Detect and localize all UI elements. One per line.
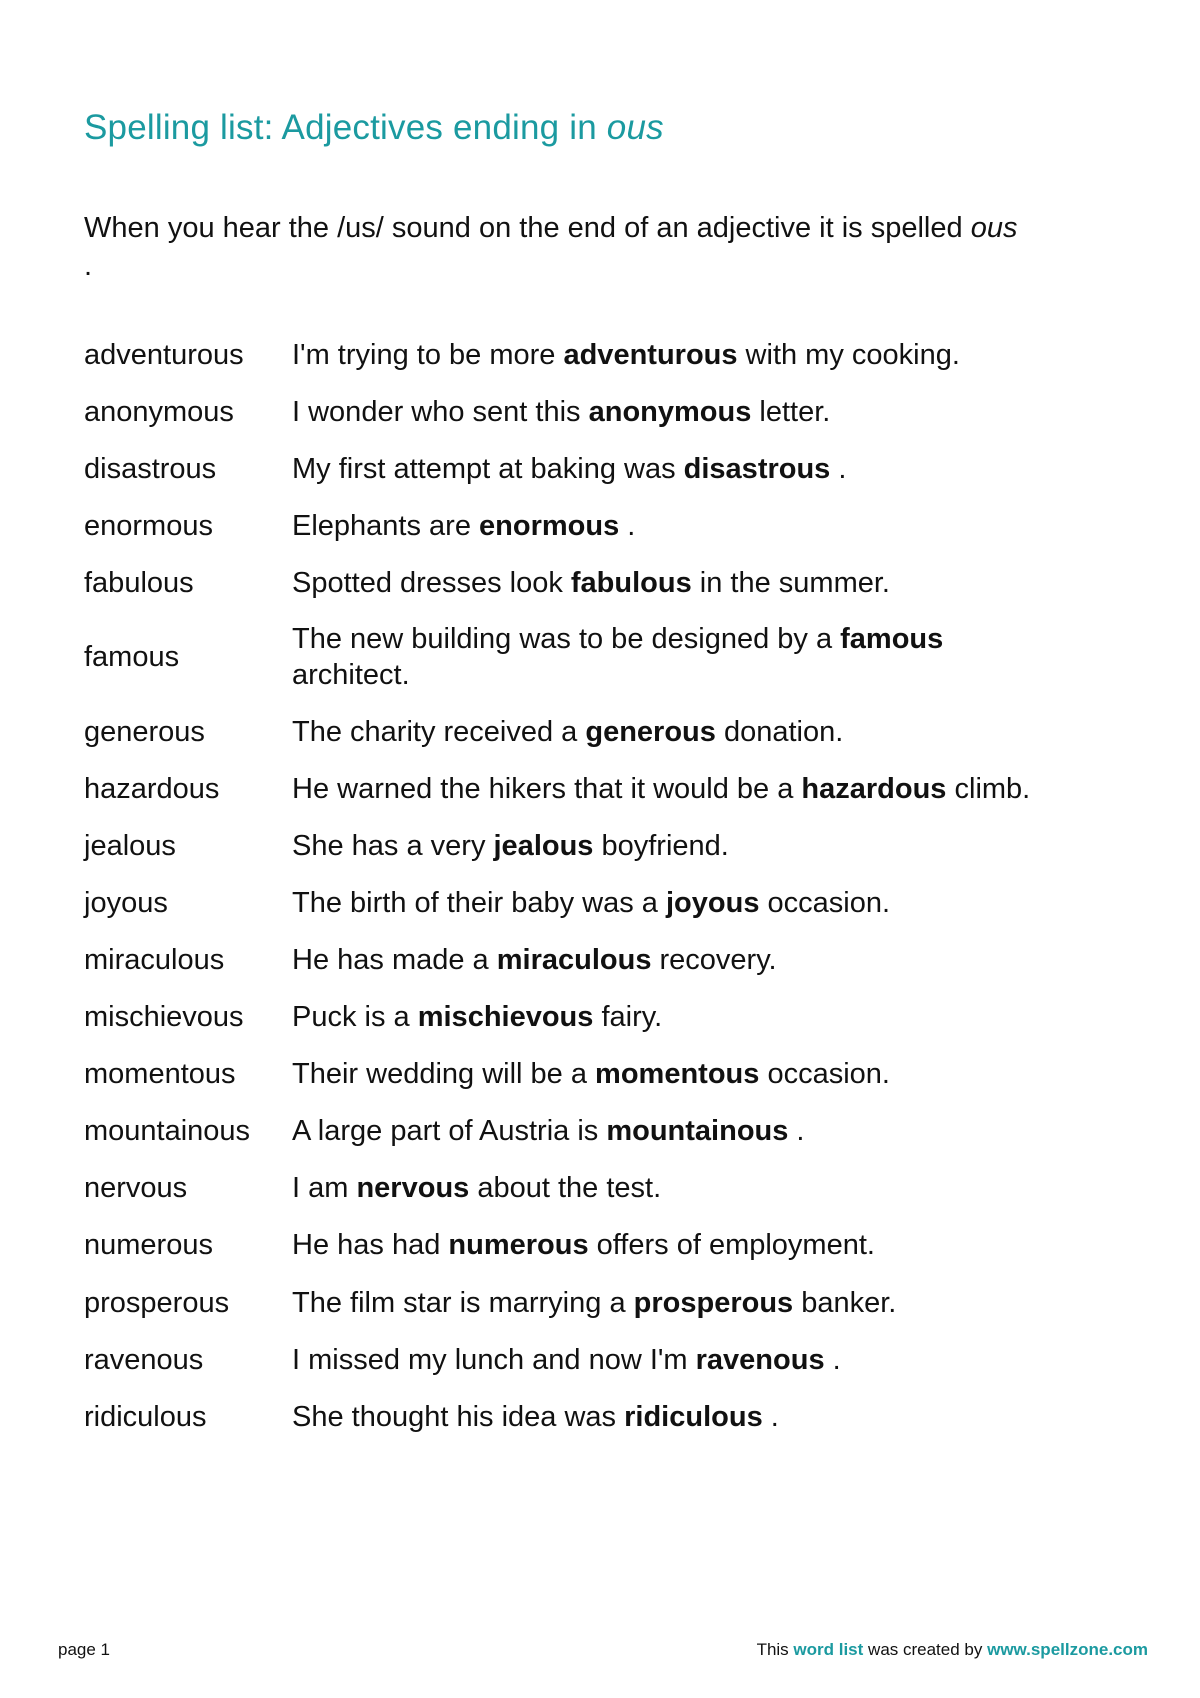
- spelling-word: generous: [84, 716, 205, 748]
- sentence-end: .: [788, 1115, 805, 1147]
- example-sentence: [292, 771, 1134, 807]
- example-sentence: [292, 1170, 1134, 1206]
- intro-italic: ous: [970, 212, 1018, 244]
- sentence-end: .: [824, 1344, 841, 1376]
- example-sentence: [292, 942, 1134, 978]
- sentence-end: .: [830, 453, 847, 485]
- spelling-word: fabulous: [84, 567, 194, 599]
- sentence-end: donation.: [715, 716, 844, 748]
- sentence-start: I missed my lunch and now I'm: [292, 1344, 696, 1376]
- list-item: [84, 1113, 1134, 1149]
- credit-text-2: was created by: [863, 1640, 988, 1659]
- example-sentence: [292, 621, 1012, 693]
- example-sentence: [292, 337, 1134, 373]
- spelling-word: disastrous: [84, 453, 217, 485]
- sentence-start: My first attempt at baking was: [292, 453, 684, 485]
- example-sentence: [292, 508, 1134, 544]
- list-item: [84, 714, 1134, 750]
- sentence-end: offers of employment.: [588, 1229, 875, 1261]
- highlighted-word: fabulous: [570, 567, 692, 599]
- example-sentence: [292, 451, 1134, 487]
- footer-credit: [757, 1640, 1148, 1660]
- sentence-end: letter.: [751, 396, 831, 428]
- spelling-word: numerous: [84, 1229, 213, 1261]
- spelling-word: enormous: [84, 510, 213, 542]
- intro-paragraph: [84, 209, 1124, 285]
- highlighted-word: ridiculous: [624, 1401, 763, 1433]
- sentence-start: He has made a: [292, 944, 497, 976]
- list-item: [84, 1227, 1134, 1263]
- highlighted-word: miraculous: [496, 944, 652, 976]
- example-sentence: [292, 1113, 1134, 1149]
- highlighted-word: numerous: [448, 1229, 589, 1261]
- spelling-word: famous: [84, 641, 180, 673]
- sentence-end: boyfriend.: [593, 830, 729, 862]
- highlighted-word: nervous: [356, 1172, 470, 1204]
- sentence-start: She has a very: [292, 830, 494, 862]
- sentence-start: Their wedding will be a: [292, 1058, 596, 1090]
- example-sentence: [292, 828, 1134, 864]
- sentence-start: She thought his idea was: [292, 1401, 625, 1433]
- highlighted-word: enormous: [479, 510, 620, 542]
- credit-text-1: This: [756, 1640, 794, 1659]
- example-sentence: [292, 394, 1134, 430]
- sentence-start: The charity received a: [292, 716, 586, 748]
- example-sentence: [292, 565, 1134, 601]
- spelling-word: momentous: [84, 1058, 236, 1090]
- list-item: [84, 337, 1134, 373]
- sentence-end: .: [762, 1401, 779, 1433]
- example-sentence: [292, 1227, 1134, 1263]
- list-item: [84, 942, 1134, 978]
- title-prefix: Spelling list: Adjectives ending in: [84, 108, 607, 147]
- example-sentence: [292, 714, 1134, 750]
- sentence-start: A large part of Austria is: [292, 1115, 607, 1147]
- sentence-start: I wonder who sent this: [292, 396, 589, 428]
- sentence-end: banker.: [793, 1287, 897, 1319]
- highlighted-word: prosperous: [633, 1287, 794, 1319]
- list-item: [84, 508, 1134, 544]
- page-number: page 1: [58, 1640, 110, 1659]
- list-item: [84, 1056, 1134, 1092]
- spelling-word: adventurous: [84, 339, 244, 371]
- sentence-end: fairy.: [593, 1001, 663, 1033]
- spelling-word: joyous: [84, 887, 168, 919]
- list-item: [84, 1170, 1134, 1206]
- word-list-link[interactable]: word list: [793, 1640, 864, 1659]
- sentence-start: The new building was to be designed by a: [292, 623, 841, 655]
- sentence-end: in the summer.: [691, 567, 890, 599]
- sentence-start: He warned the hikers that it would be a: [292, 773, 802, 805]
- example-sentence: [292, 999, 1134, 1035]
- spelling-word: mischievous: [84, 1001, 244, 1033]
- sentence-end: about the test.: [469, 1172, 662, 1204]
- intro-end: .: [84, 250, 93, 282]
- highlighted-word: anonymous: [588, 396, 752, 428]
- list-item: [84, 451, 1134, 487]
- sentence-end: occasion.: [759, 1058, 890, 1090]
- spellzone-link[interactable]: www.spellzone.com: [987, 1640, 1148, 1659]
- sentence-start: I'm trying to be more: [292, 339, 564, 371]
- highlighted-word: momentous: [595, 1058, 760, 1090]
- title-suffix: ous: [606, 108, 664, 147]
- example-sentence: [292, 1285, 1134, 1321]
- sentence-start: Puck is a: [292, 1001, 418, 1033]
- list-item: [84, 771, 1134, 807]
- highlighted-word: famous: [840, 623, 944, 655]
- spelling-word: nervous: [84, 1172, 188, 1204]
- list-item: [84, 1285, 1134, 1321]
- page-title: [84, 108, 664, 148]
- spelling-word: miraculous: [84, 944, 225, 976]
- spelling-word: prosperous: [84, 1287, 230, 1319]
- example-sentence: [292, 1342, 1134, 1378]
- sentence-end: occasion.: [759, 887, 891, 919]
- spelling-word: jealous: [84, 830, 176, 862]
- list-item: [84, 565, 1134, 601]
- list-item: [84, 1399, 1134, 1435]
- highlighted-word: hazardous: [801, 773, 947, 805]
- highlighted-word: adventurous: [563, 339, 738, 371]
- sentence-start: The birth of their baby was a: [292, 887, 666, 919]
- list-item: [84, 828, 1134, 864]
- sentence-end: recovery.: [651, 944, 777, 976]
- spelling-word: ridiculous: [84, 1401, 207, 1433]
- list-item: [84, 394, 1134, 430]
- sentence-start: He has had: [292, 1229, 449, 1261]
- highlighted-word: jealous: [493, 830, 594, 862]
- sentence-start: Spotted dresses look: [292, 567, 571, 599]
- sentence-end: architect.: [292, 659, 410, 691]
- intro-text: When you hear the /us/ sound on the end of an adjective it is spelled: [84, 212, 971, 244]
- list-item: [84, 621, 1134, 693]
- example-sentence: [292, 1056, 1134, 1092]
- spelling-word: mountainous: [84, 1115, 251, 1147]
- sentence-start: I am: [292, 1172, 357, 1204]
- highlighted-word: mountainous: [606, 1115, 789, 1147]
- sentence-end: climb.: [946, 773, 1031, 805]
- spelling-word: ravenous: [84, 1344, 204, 1376]
- list-item: [84, 885, 1134, 921]
- highlighted-word: mischievous: [417, 1001, 594, 1033]
- list-item: [84, 999, 1134, 1035]
- sentence-start: The film star is marrying a: [292, 1287, 634, 1319]
- spelling-word: anonymous: [84, 396, 234, 428]
- highlighted-word: disastrous: [683, 453, 831, 485]
- highlighted-word: ravenous: [695, 1344, 825, 1376]
- sentence-end: .: [619, 510, 636, 542]
- highlighted-word: joyous: [665, 887, 760, 919]
- spelling-word: hazardous: [84, 773, 220, 805]
- sentence-end: with my cooking.: [737, 339, 960, 371]
- highlighted-word: generous: [585, 716, 716, 748]
- example-sentence: [292, 1399, 1134, 1435]
- list-item: [84, 1342, 1134, 1378]
- sentence-start: Elephants are: [292, 510, 480, 542]
- example-sentence: [292, 885, 1134, 921]
